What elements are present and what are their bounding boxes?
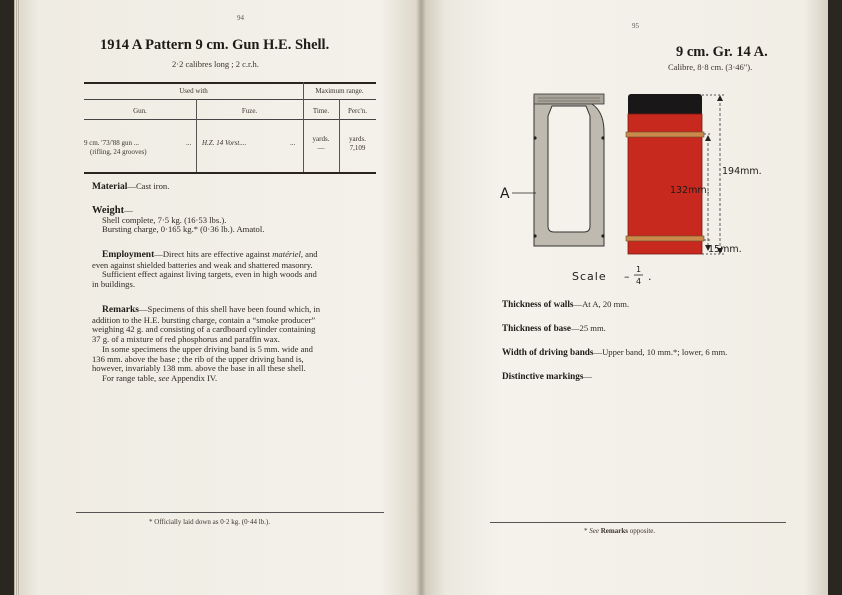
lower-driving-band <box>626 236 704 241</box>
table-col-perc: Perc'n. <box>348 107 367 115</box>
scale-denominator: 4 <box>636 277 643 286</box>
table-cell-time: — <box>317 144 325 152</box>
base-text: —25 mm. <box>570 323 606 333</box>
scale-dot: . <box>648 270 653 283</box>
footnote <box>584 527 655 535</box>
table-top-rule <box>84 82 376 84</box>
shell-section-nose <box>534 94 604 104</box>
remarks-text: For range table, <box>102 372 157 383</box>
base-line <box>502 323 606 333</box>
bands-line <box>502 347 727 357</box>
table-group-range: Maximum range. <box>315 87 364 95</box>
footnote-text-bold: Remarks <box>600 527 628 535</box>
employment-line: even against shielded batteries and weak and shattered masonry. <box>92 259 313 270</box>
table-cell-gun: 9 cm. '73/'88 gun ... <box>84 139 140 147</box>
remarks-line: 37 g. of a mixture of red phosphorus and paraffin wax. <box>92 334 280 345</box>
page-subtitle: Calibre, 8·8 cm. (3·46"). <box>668 62 753 72</box>
markings-heading: Distinctive markings <box>502 371 584 381</box>
table-cell-time-unit: yards. <box>312 135 330 143</box>
table-group-used: Used with <box>179 87 208 95</box>
bands-text: —Upper band, 10 mm.*; lower, 6 mm. <box>593 347 728 357</box>
shell-section-cavity <box>548 106 590 232</box>
weight-paragraph <box>92 206 264 235</box>
shell-section-drawing <box>500 94 605 246</box>
footnote: * Officially laid down as 0·2 kg. (0·44 lb.). <box>149 518 270 526</box>
dim-upper-band-height: 132mm. <box>670 185 710 196</box>
footnote-text: opposite. <box>629 527 656 535</box>
table-col-gun: Gun. <box>133 107 147 115</box>
base-heading: Thickness of base <box>502 323 571 333</box>
book-spread <box>14 0 828 595</box>
table-col-fuze: Fuze. <box>241 107 258 115</box>
remarks-text: Appendix IV. <box>171 372 218 383</box>
table-col-divider <box>303 82 304 172</box>
walls-text: —At A, 20 mm. <box>573 299 630 309</box>
bands-heading: Width of driving bands <box>502 347 594 357</box>
material-heading: Material <box>92 182 128 192</box>
table-cell-perc-unit: yards. <box>349 135 366 143</box>
employment-text: —Direct hits are effective against <box>154 249 271 259</box>
table-col-time: Time. <box>312 107 330 115</box>
remarks-line: weighing 42 g. and consisting of a cardboard cylinder containing <box>92 324 316 335</box>
table-cell-fuze-leader: ... <box>290 139 296 147</box>
markings-line <box>502 371 592 381</box>
upper-driving-band <box>626 132 704 137</box>
remarks-line: addition to the H.E. bursting charge, contain a “smoke producer” <box>92 314 316 325</box>
dim-lower-band-height: 15mm. <box>708 244 742 255</box>
weight-line: Shell complete, 7·5 kg. (16·53 lbs.). <box>102 214 227 225</box>
left-page <box>14 0 419 595</box>
table-cell-perc: 7,109 <box>349 144 366 152</box>
table-header-rule <box>84 99 376 100</box>
material-paragraph <box>92 182 169 193</box>
employment-line: in buildings. <box>92 279 135 290</box>
remarks-line: In some specimens the upper driving band is 5 mm. wide and <box>102 343 313 354</box>
right-page <box>422 0 828 595</box>
scale-label: Scale <box>572 270 607 283</box>
remarks-text: —Specimens of this shell have been found which, in <box>138 304 321 314</box>
employment-text-italic: matériel, <box>272 249 304 259</box>
remarks-heading: Remarks <box>102 305 139 315</box>
remarks-paragraph <box>92 305 320 384</box>
footnote-rule <box>490 522 786 523</box>
weight-heading-dash: — <box>124 205 133 215</box>
shell-figure <box>462 88 762 288</box>
employment-paragraph <box>92 250 318 290</box>
shell-exterior-drawing <box>626 94 704 254</box>
table-cell-fuze: H.Z. 14 Vorst.... <box>202 139 247 147</box>
material-text: —Cast iron. <box>127 181 170 191</box>
employment-text: and <box>305 249 318 259</box>
remarks-line: however, invariably 138 mm. above the base in all these shell. <box>92 363 306 374</box>
table-cell-gun-leader: ... <box>186 139 192 147</box>
page-subtitle: 2·2 calibres long ; 2 c.r.h. <box>172 59 259 69</box>
page-number: 95 <box>632 22 639 30</box>
walls-heading: Thickness of walls <box>502 299 574 309</box>
page-number: 94 <box>237 14 244 22</box>
remarks-line: 136 mm. above the base ; the rib of the upper driving band is, <box>92 353 304 364</box>
weight-heading: Weight <box>92 205 125 216</box>
label-a: A <box>500 186 510 202</box>
markings-text: — <box>583 371 593 381</box>
walls-line <box>502 299 629 309</box>
footnote-rule <box>76 512 384 513</box>
page-title: 1914 A Pattern 9 cm. Gun H.E. Shell. <box>100 37 330 53</box>
table-bottom-rule <box>84 172 376 174</box>
weight-line: Bursting charge, 0·165 kg.* (0·36 lb.). Amatol. <box>102 224 265 235</box>
scale-caption <box>572 265 653 286</box>
scale-numerator: 1 <box>636 265 643 274</box>
footnote-text-italic: See <box>589 527 599 535</box>
table-cell-gun-rifling: (rifling, 24 grooves) <box>90 148 147 156</box>
remarks-text-italic: see <box>158 372 170 383</box>
footnote-mark: * <box>584 527 590 535</box>
employment-heading: Employment <box>102 250 155 260</box>
table-subheader-rule <box>84 119 376 120</box>
dim-total-length: 194mm. <box>722 166 762 177</box>
page-title: 9 cm. Gr. 14 A. <box>676 44 768 60</box>
scale-dash: – <box>624 270 631 283</box>
shell-tip-black <box>628 94 702 116</box>
employment-line: Sufficient effect against living targets, even in high woods and <box>102 269 317 280</box>
